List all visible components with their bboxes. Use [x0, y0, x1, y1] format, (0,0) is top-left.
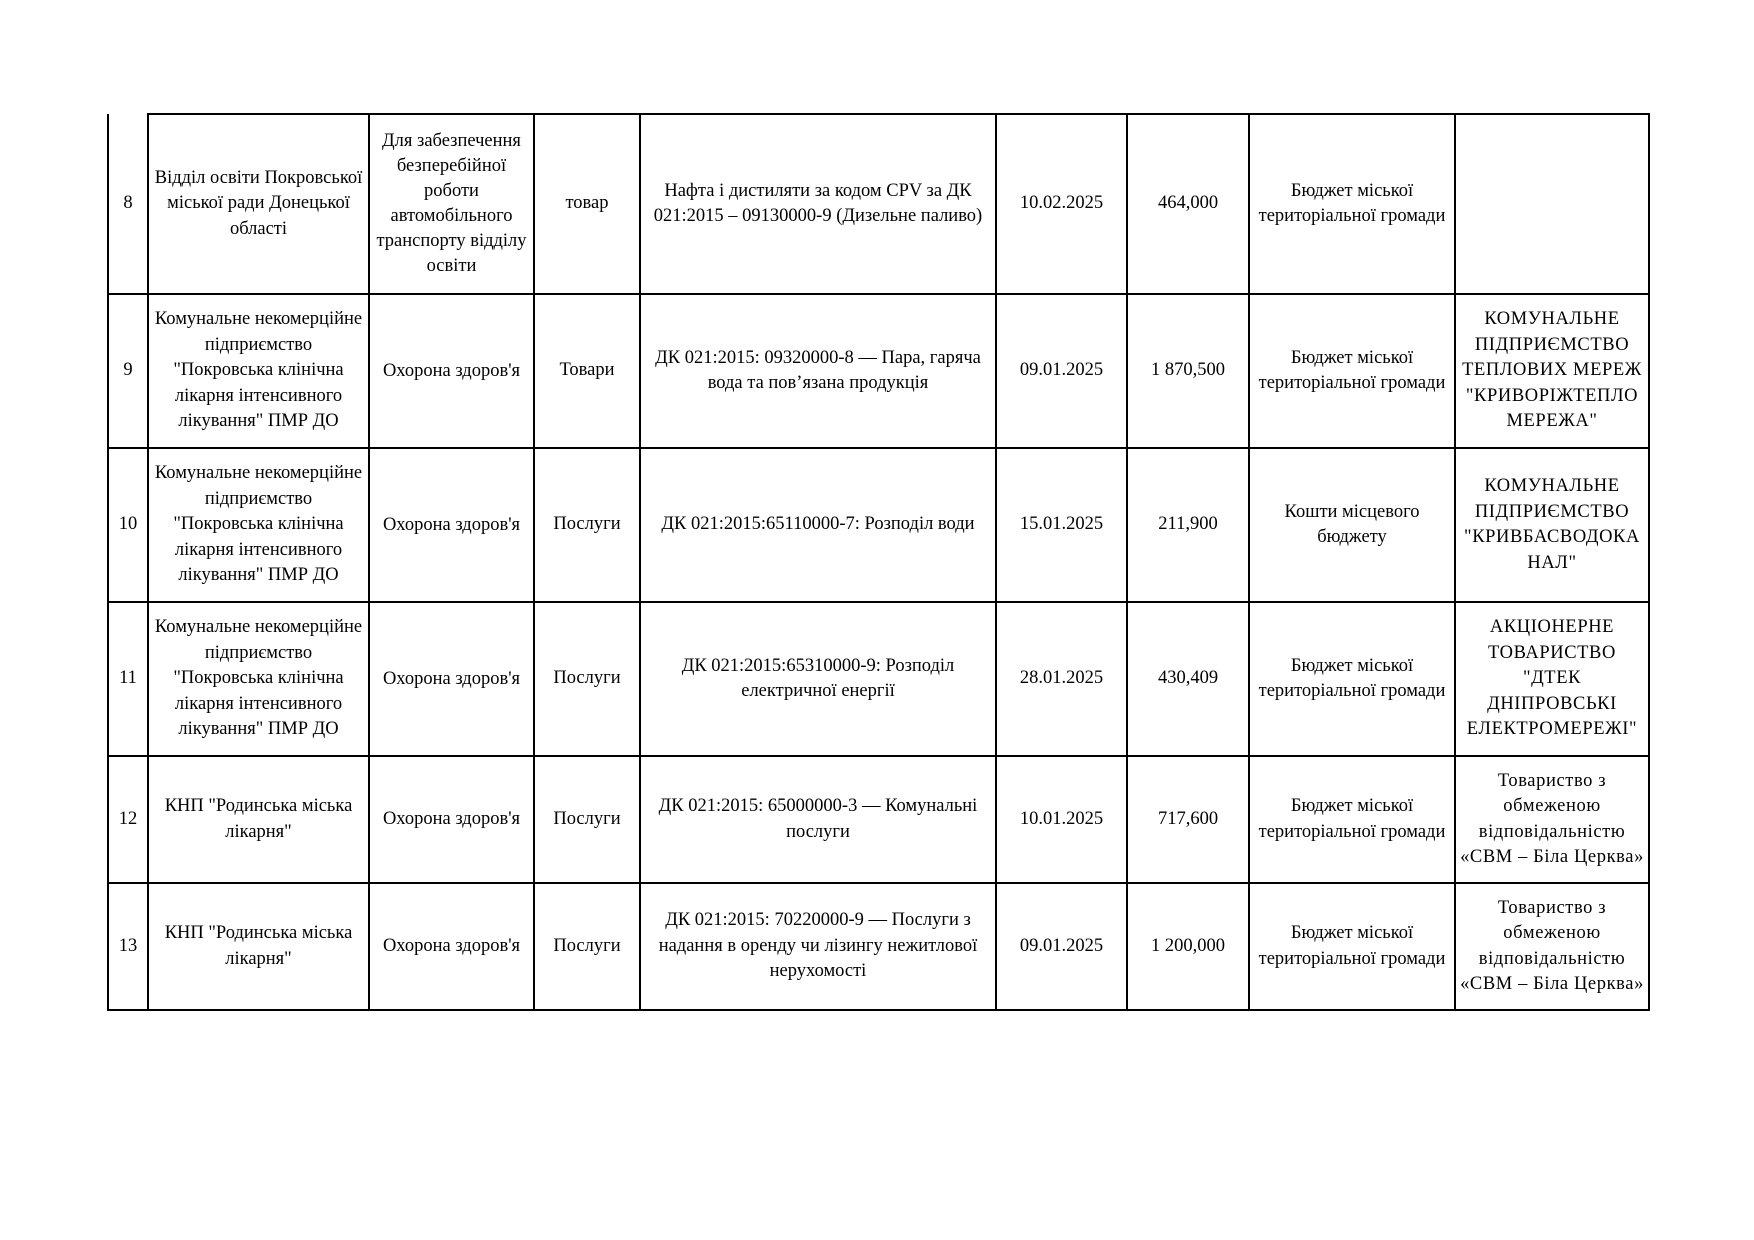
table-row: [108, 114, 1649, 294]
amount-cell: 211,900: [1127, 448, 1249, 602]
customer-cell: Комунальне некомерційне підприємство "Покровська клінічна лікарня інтенсивного лікування" ПМР ДО: [148, 448, 369, 602]
customer-cell: КНП "Родинська міська лікарня": [148, 756, 369, 883]
customer-cell: Комунальне некомерційне підприємство "Покровська клінічна лікарня інтенсивного лікування" ПМР ДО: [148, 294, 369, 448]
table-row: [108, 602, 1649, 756]
purpose-cell: Охорона здоров'я: [369, 294, 534, 448]
subject-cell: ДК 021:2015:65310000-9: Розподіл електричної енергії: [640, 602, 996, 756]
supplier-cell: Товариство з обмеженою відповідальністю «СВМ – Біла Церква»: [1455, 883, 1649, 1010]
customer-cell: КНП "Родинська міська лікарня": [148, 883, 369, 1010]
subject-cell: ДК 021:2015: 09320000-8 — Пара, гаряча вода та пов’язана продукція: [640, 294, 996, 448]
amount-cell: 1 200,000: [1127, 883, 1249, 1010]
funding-source-cell: Бюджет міської територіальної громади: [1249, 114, 1455, 294]
subject-cell: ДК 021:2015:65110000-7: Розподіл води: [640, 448, 996, 602]
table-row: [108, 756, 1649, 883]
table-row: [108, 448, 1649, 602]
purpose-cell: Охорона здоров'я: [369, 756, 534, 883]
row-number: 10: [108, 448, 148, 602]
funding-source-cell: Бюджет міської територіальної громади: [1249, 602, 1455, 756]
supplier-cell: Товариство з обмеженою відповідальністю «СВМ – Біла Церква»: [1455, 756, 1649, 883]
subject-cell: ДК 021:2015: 70220000-9 — Послуги з надання в оренду чи лізингу нежитлової нерухомості: [640, 883, 996, 1010]
type-cell: Послуги: [534, 448, 640, 602]
date-cell: 15.01.2025: [996, 448, 1127, 602]
date-cell: 28.01.2025: [996, 602, 1127, 756]
amount-cell: 430,409: [1127, 602, 1249, 756]
date-cell: 09.01.2025: [996, 294, 1127, 448]
type-cell: Товари: [534, 294, 640, 448]
type-cell: Послуги: [534, 756, 640, 883]
customer-cell: Відділ освіти Покровської міської ради Донецької області: [148, 114, 369, 294]
amount-cell: 1 870,500: [1127, 294, 1249, 448]
row-number: 8: [108, 114, 148, 294]
purpose-cell: Для забезпечення безперебійної роботи автомобільного транспорту відділу освіти: [369, 114, 534, 294]
subject-cell: ДК 021:2015: 65000000-3 — Комунальні послуги: [640, 756, 996, 883]
purpose-cell: Охорона здоров'я: [369, 883, 534, 1010]
table-row: [108, 294, 1649, 448]
type-cell: Послуги: [534, 883, 640, 1010]
date-cell: 09.01.2025: [996, 883, 1127, 1010]
subject-cell: Нафта і дистиляти за кодом CPV за ДК 021:2015 – 09130000-9 (Дизельне паливо): [640, 114, 996, 294]
supplier-cell: АКЦІОНЕРНЕ ТОВАРИСТВО "ДТЕК ДНІПРОВСЬКІ ЕЛЕКТРОМЕРЕЖІ": [1455, 602, 1649, 756]
type-cell: товар: [534, 114, 640, 294]
supplier-cell: КОМУНАЛЬНЕ ПІДПРИЄМСТВО "КРИВБАСВОДОКА НАЛ": [1455, 448, 1649, 602]
customer-cell: Комунальне некомерційне підприємство "Покровська клінічна лікарня інтенсивного лікування" ПМР ДО: [148, 602, 369, 756]
supplier-cell: [1455, 114, 1649, 294]
row-number: 12: [108, 756, 148, 883]
date-cell: 10.02.2025: [996, 114, 1127, 294]
procurement-table: [107, 113, 1650, 1011]
purpose-cell: Охорона здоров'я: [369, 602, 534, 756]
type-cell: Послуги: [534, 602, 640, 756]
funding-source-cell: Бюджет міської територіальної громади: [1249, 883, 1455, 1010]
row-number: 9: [108, 294, 148, 448]
funding-source-cell: Кошти місцевого бюджету: [1249, 448, 1455, 602]
amount-cell: 464,000: [1127, 114, 1249, 294]
supplier-cell: КОМУНАЛЬНЕ ПІДПРИЄМСТВО ТЕПЛОВИХ МЕРЕЖ "КРИВОРІЖТЕПЛО МЕРЕЖА": [1455, 294, 1649, 448]
funding-source-cell: Бюджет міської територіальної громади: [1249, 756, 1455, 883]
amount-cell: 717,600: [1127, 756, 1249, 883]
funding-source-cell: Бюджет міської територіальної громади: [1249, 294, 1455, 448]
row-number: 13: [108, 883, 148, 1010]
table-row: [108, 883, 1649, 1010]
row-number: 11: [108, 602, 148, 756]
purpose-cell: Охорона здоров'я: [369, 448, 534, 602]
date-cell: 10.01.2025: [996, 756, 1127, 883]
